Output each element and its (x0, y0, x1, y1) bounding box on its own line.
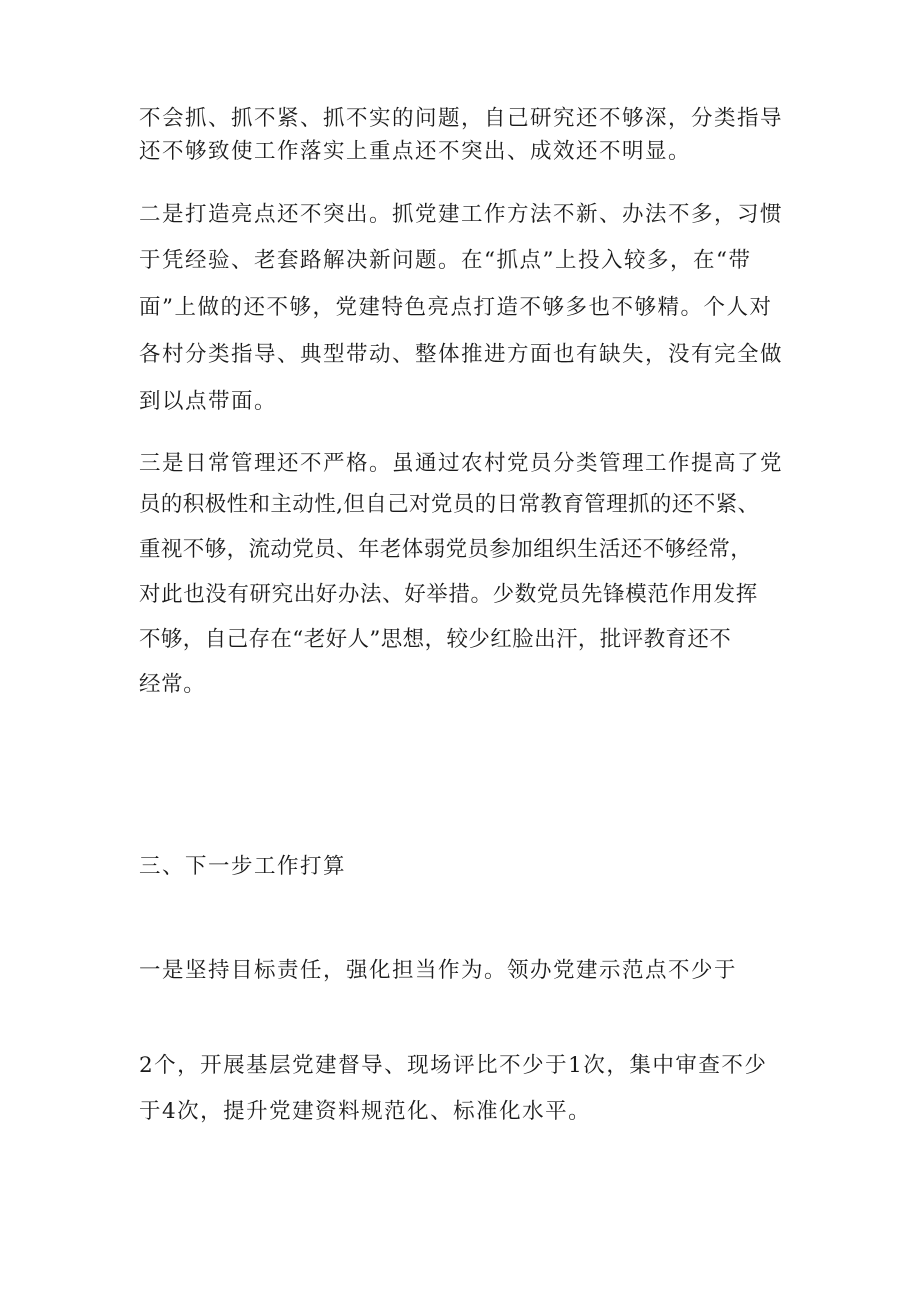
paragraph-line: 对此也没有研究出好办法、好举措。少数党员先锋模范作用发挥 (139, 582, 758, 607)
paragraph-line: 还不够致使工作落实上重点还不突出、成效还不明显。 (139, 139, 692, 164)
section-heading: 三、下一步工作打算 (139, 854, 347, 879)
paragraph-line: 到以点带面。 (139, 389, 278, 414)
paragraph-line: 员的积极性和主动性,但自己对党员的日常教育管理抓的还不紧、 (139, 492, 760, 517)
paragraph-line: 三是日常管理还不严格。虽通过农村党员分类管理工作提高了党 (139, 451, 784, 476)
paragraph-line: 面”上做的还不够，党建特色亮点打造不够多也不够精。个人对 (139, 295, 773, 320)
paragraph-line: 于凭经验、老套路解决新问题。在“抓点”上投入较多，在“带 (139, 248, 752, 273)
paragraph-line: 二是打造亮点还不突出。抓党建工作方法不新、办法不多，习惯 (139, 202, 784, 227)
paragraph-line: 2个，开展基层党建督导、现场评比不少于1次，集中审查不少 (139, 1053, 768, 1078)
paragraph-line: 不够，自己存在“老好人”思想，较少红脸出汗，批评教育还不 (139, 627, 732, 652)
paragraph-line: 于4次，提升党建资料规范化、标准化水平。 (139, 1099, 592, 1124)
paragraph-line: 经常。 (139, 672, 206, 697)
paragraph-line: 各村分类指导、典型带动、整体推进方面也有缺失，没有完全做 (139, 342, 784, 367)
paragraph-line: 不会抓、抓不紧、抓不实的问题，自己研究还不够深，分类指导 (139, 106, 784, 131)
paragraph-line: 一是坚持目标责任，强化担当作为。领办党建示范点不少于 (139, 958, 738, 983)
paragraph-line: 重视不够，流动党员、年老体弱党员参加组织生活还不够经常， (139, 537, 753, 562)
